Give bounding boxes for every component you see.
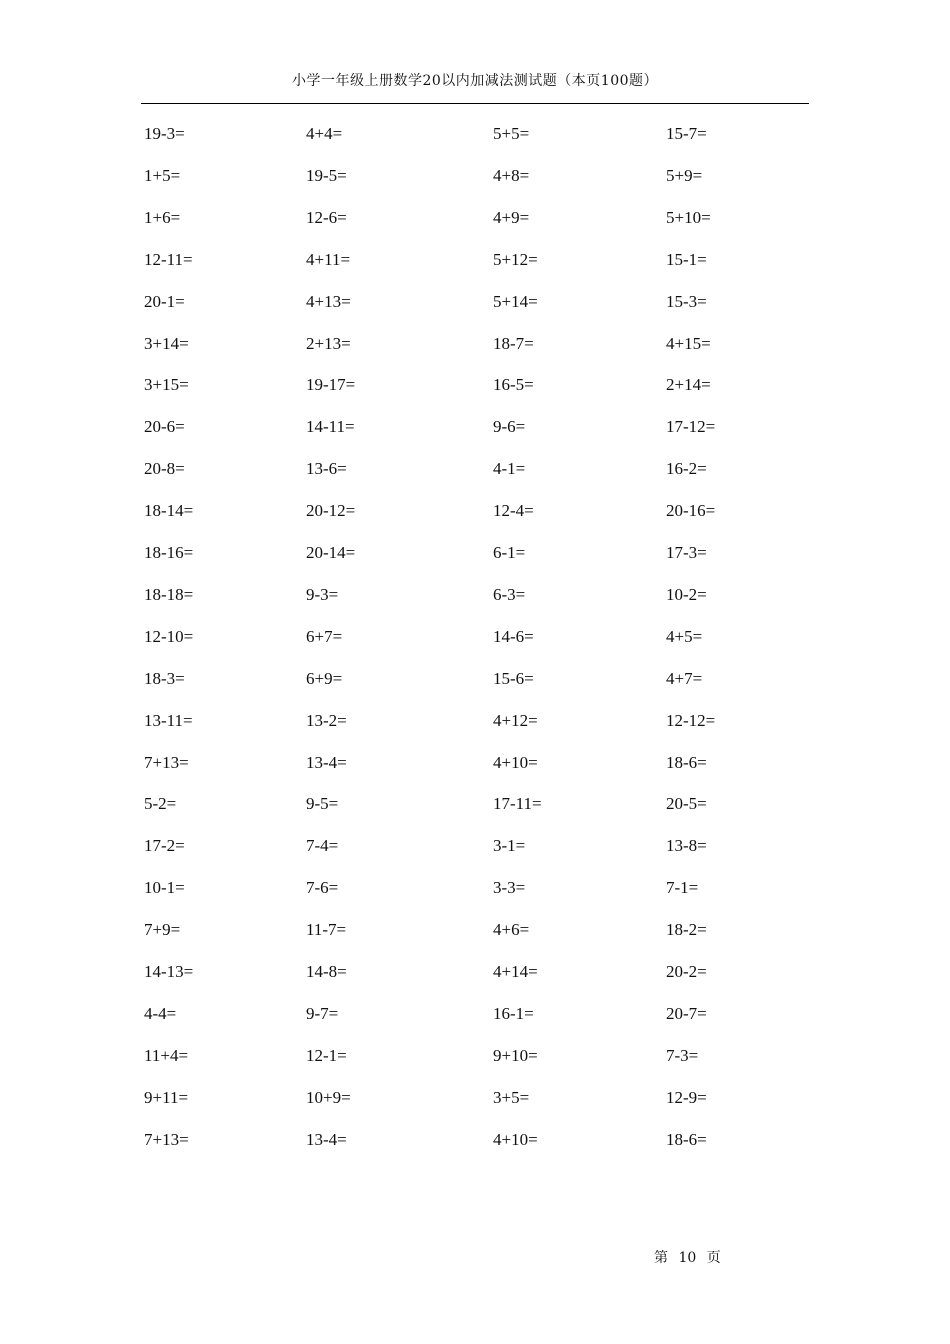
problem-item: 14-11= — [306, 417, 355, 437]
problem-item: 13-4= — [306, 1129, 347, 1149]
problem-item: 20-6= — [144, 417, 185, 437]
problem-item: 11-7= — [306, 920, 347, 940]
problem-item: 6+9= — [306, 668, 343, 688]
problem-item: 6-3= — [493, 584, 526, 604]
problem-item: 10+9= — [306, 1087, 351, 1107]
problem-item: 13-8= — [666, 836, 707, 856]
problem-item: 4+4= — [306, 124, 343, 143]
problem-item: 5-2= — [144, 794, 177, 814]
problem-item: 13-2= — [306, 710, 347, 730]
problem-item: 17-2= — [144, 836, 185, 856]
problem-item: 12-11= — [144, 249, 193, 269]
problem-item: 4+8= — [493, 165, 530, 185]
problem-item: 15-6= — [493, 668, 534, 688]
problem-item: 20-16= — [666, 501, 716, 521]
problem-item: 4-1= — [493, 459, 526, 479]
problem-item: 19-3= — [144, 124, 185, 143]
problem-item: 4-4= — [144, 1003, 177, 1023]
problem-item: 12-6= — [306, 207, 347, 227]
problem-item: 18-18= — [144, 584, 194, 604]
problem-item: 18-2= — [666, 920, 707, 940]
problem-item: 13-4= — [306, 752, 347, 772]
problem-item: 12-12= — [666, 710, 716, 730]
problem-item: 4+12= — [493, 710, 538, 730]
problem-item: 18-14= — [144, 501, 194, 521]
problem-item: 18-7= — [493, 333, 534, 353]
problem-item: 10-1= — [144, 878, 185, 898]
problem-item: 7+9= — [144, 920, 181, 940]
problem-item: 3+5= — [493, 1087, 530, 1107]
problem-item: 6+7= — [306, 626, 343, 646]
problem-item: 2+14= — [666, 375, 711, 395]
problem-item: 3-3= — [493, 878, 526, 898]
problem-item: 9+11= — [144, 1087, 189, 1107]
problem-item: 6-1= — [493, 543, 526, 562]
problem-item: 18-16= — [144, 543, 194, 562]
problem-item: 9-6= — [493, 417, 526, 437]
problem-item: 3+14= — [144, 333, 189, 353]
problem-item: 12-10= — [144, 626, 194, 646]
problem-item: 19-5= — [306, 165, 347, 185]
problem-item: 4+15= — [666, 333, 711, 353]
problem-item: 7+13= — [144, 752, 189, 772]
problem-item: 17-11= — [493, 794, 542, 814]
problem-item: 20-12= — [306, 501, 356, 521]
problem-item: 13-11= — [144, 710, 193, 730]
problem-item: 5+10= — [666, 207, 711, 227]
problem-item: 14-6= — [493, 626, 534, 646]
problem-item: 4+6= — [493, 920, 530, 940]
page-title: 小学一年级上册数学20以内加减法测试题（本页100题） — [291, 73, 659, 89]
problem-item: 17-12= — [666, 417, 716, 437]
problem-item: 17-3= — [666, 543, 707, 562]
problem-item: 9-3= — [306, 584, 339, 604]
problem-item: 4+9= — [493, 207, 530, 227]
problem-item: 20-8= — [144, 459, 185, 479]
problem-item: 16-1= — [493, 1003, 534, 1023]
problem-item: 20-14= — [306, 543, 356, 562]
problem-item: 10-2= — [666, 584, 707, 604]
problem-item: 15-1= — [666, 249, 707, 269]
page-number: 第 10 页 — [654, 1250, 721, 1266]
problem-item: 19-17= — [306, 375, 356, 395]
problem-item: 5+5= — [493, 124, 530, 143]
problem-item: 1+6= — [144, 207, 181, 227]
problem-item: 12-9= — [666, 1087, 707, 1107]
problem-item: 9-7= — [306, 1003, 339, 1023]
problem-item: 20-7= — [666, 1003, 707, 1023]
problem-item: 4+10= — [493, 1129, 538, 1149]
problem-item: 15-7= — [666, 124, 707, 143]
problem-item: 7-6= — [306, 878, 339, 898]
problem-item: 13-6= — [306, 459, 347, 479]
problem-item: 20-5= — [666, 794, 707, 814]
problem-item: 12-4= — [493, 501, 534, 521]
problem-item: 5+9= — [666, 165, 703, 185]
problem-item: 3+15= — [144, 375, 189, 395]
problem-item: 18-3= — [144, 668, 185, 688]
problem-item: 3-1= — [493, 836, 526, 856]
problem-item: 7-1= — [666, 878, 699, 898]
problem-item: 9-5= — [306, 794, 339, 814]
problem-item: 14-13= — [144, 962, 194, 981]
problem-item: 2+13= — [306, 333, 351, 353]
problem-item: 18-6= — [666, 1129, 707, 1149]
problem-item: 12-1= — [306, 1045, 347, 1065]
problem-item: 4+5= — [666, 626, 703, 646]
problem-item: 11+4= — [144, 1045, 189, 1065]
problem-item: 14-8= — [306, 962, 347, 981]
problem-item: 15-3= — [666, 291, 707, 311]
problem-item: 4+14= — [493, 962, 538, 981]
problem-item: 4+10= — [493, 752, 538, 772]
problem-item: 16-5= — [493, 375, 534, 395]
problem-item: 5+12= — [493, 249, 538, 269]
problem-item: 7-3= — [666, 1045, 699, 1065]
problem-item: 1+5= — [144, 165, 181, 185]
problem-item: 4+13= — [306, 291, 351, 311]
problem-item: 4+11= — [306, 249, 351, 269]
problem-item: 18-6= — [666, 752, 707, 772]
problem-item: 5+14= — [493, 291, 538, 311]
problem-item: 9+10= — [493, 1045, 538, 1065]
problem-item: 16-2= — [666, 459, 707, 479]
problem-item: 20-2= — [666, 962, 707, 981]
problem-item: 7+13= — [144, 1129, 189, 1149]
problem-item: 20-1= — [144, 291, 185, 311]
problem-item: 4+7= — [666, 668, 703, 688]
problem-item: 7-4= — [306, 836, 339, 856]
